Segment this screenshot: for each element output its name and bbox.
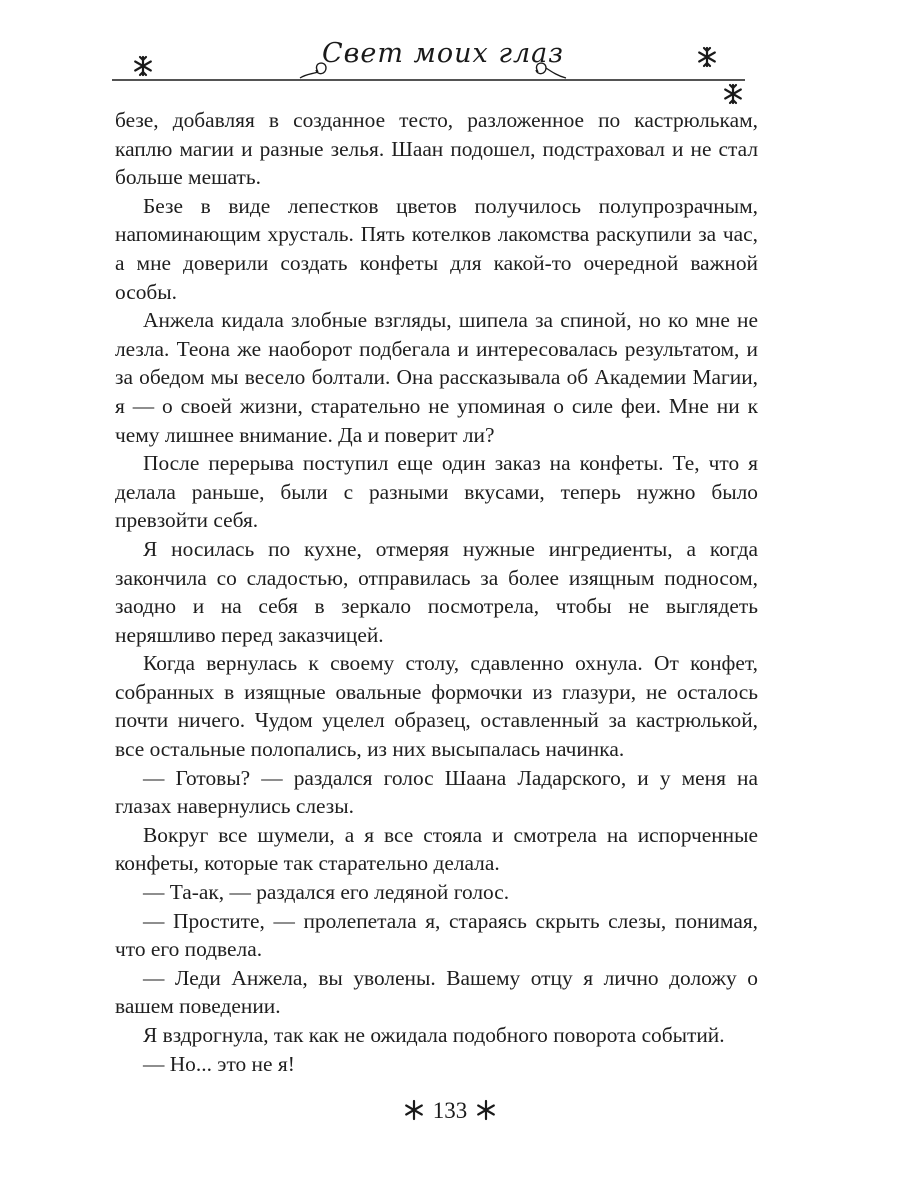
page-footer <box>0 1098 900 1127</box>
paragraph: Когда вернулась к своему столу, сдавленно охнула. От конфет, собранных в изящные овальные формочки из глазури, не осталось почти ничего. Чудом уцелел образец, оставленный за кастрюлькой, все остальные полопались, из них высыпалась начинка. <box>115 651 758 762</box>
paragraph: — Готовы? — раздался голос Шаана Ладарского, и у меня на глазах навернулись слезы. <box>115 765 758 819</box>
paragraph: — Леди Анжела, вы уволены. Вашему отцу я лично доложу о вашем поведении. <box>115 965 758 1019</box>
running-header <box>0 0 900 110</box>
page-number: 133 <box>432 1098 468 1123</box>
paragraph: безе, добавляя в созданное тесто, разложенное по кастрюлькам, каплю магии и разные зелья. Шаан подошел, подстраховал и не стал больше мешать. <box>115 108 758 190</box>
paragraph: Вокруг все шумели, а я все стояла и смотрела на испорченные конфеты, которые так старательно делала. <box>115 822 758 876</box>
snowflake-icon <box>699 48 715 66</box>
paragraph: Анжела кидала злобные взгляды, шипела за спиной, но ко мне не лезла. Теона же наоборот подбегала и интересовалась результатом, и за обедом мы весело болтали. Она рассказывала об Академии Магии, я — о своей жизни, старательно не упоминая о силе феи. Мне ни к чему лишнее внимание. Да и поверит ли? <box>115 308 758 447</box>
page-text <box>115 106 758 1078</box>
paragraph: — Но... это не я! <box>143 1051 295 1076</box>
snowflake-icon <box>403 1099 425 1127</box>
paragraph: — Та-ак, — раздался его ледяной голос. <box>143 880 510 905</box>
snowflake-icon <box>725 85 741 103</box>
paragraph: Я носилась по кухне, отмеряя нужные ингредиенты, а когда закончила со сладостью, отправилась за более изящным подносом, заодно и на себя в зеркало посмотрела, чтобы не выглядеть неряшливо перед заказчицей. <box>115 536 758 647</box>
paragraph: Безе в виде лепестков цветов получилось полупрозрачным, напоминающим хрусталь. Пять котелков лакомства раскупили за час, а мне доверили создать конфеты для какой-то очередной важной особы. <box>115 193 758 304</box>
paragraph: — Простите, — пролепетала я, стараясь скрыть слезы, понимая, что его подвела. <box>115 908 758 962</box>
paragraph: Я вздрогнула, так как не ожидала подобного поворота событий. <box>143 1023 725 1047</box>
snowflake-icon <box>135 57 151 75</box>
paragraph: После перерыва поступил еще один заказ на конфеты. Те, что я делала раньше, были с разными вкусами, теперь нужно было превзойти себя. <box>115 451 758 533</box>
running-title: Свет моих глаз <box>321 38 565 69</box>
snowflake-icon <box>475 1099 497 1127</box>
